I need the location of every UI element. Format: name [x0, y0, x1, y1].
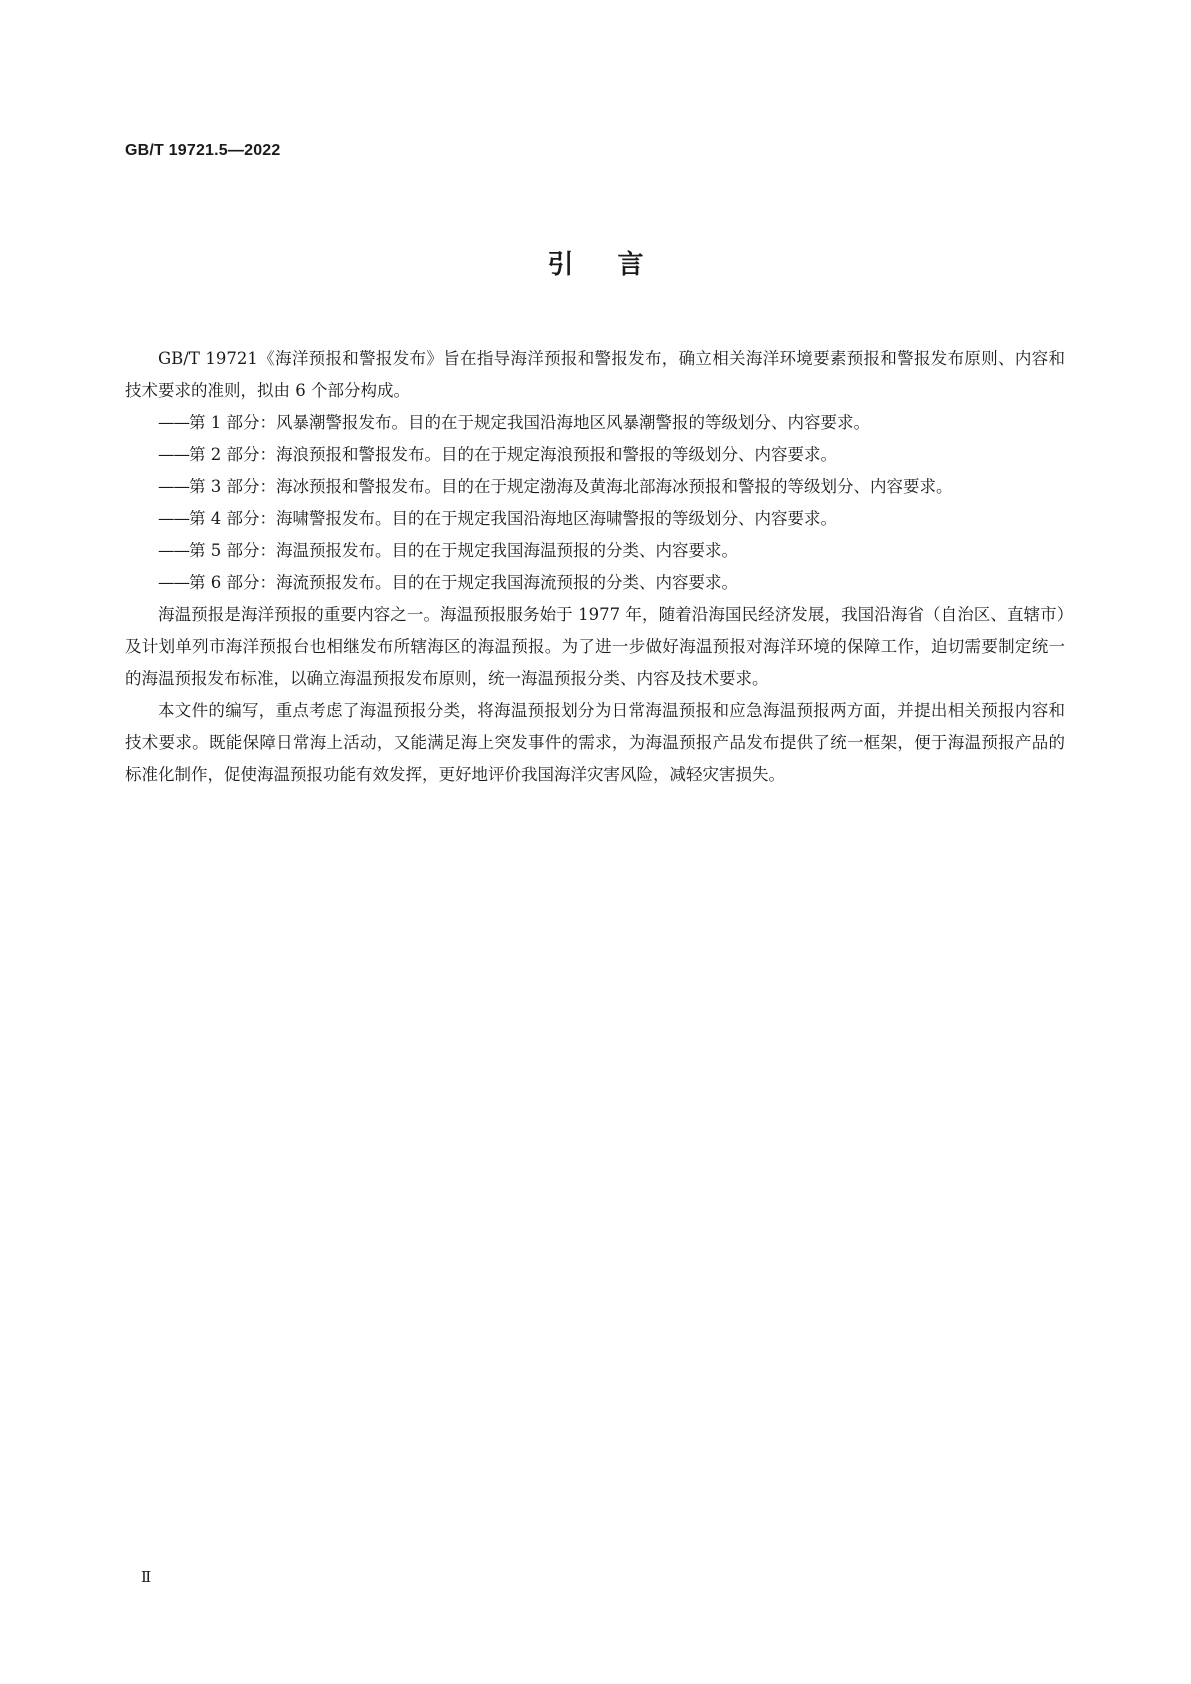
list-item-text: 第 1 部分：风暴潮警报发布。目的在于规定我国沿海地区风暴潮警报的等级划分、内容要求。	[189, 413, 870, 432]
list-dash: ——	[158, 413, 189, 432]
list-item	[125, 535, 1065, 567]
list-item	[125, 407, 1065, 439]
intro-paragraph: GB/T 19721《海洋预报和警报发布》旨在指导海洋预报和警报发布，确立相关海洋环境要素预报和警报发布原则、内容和技术要求的准则，拟由 6 个部分构成。	[125, 349, 1065, 400]
list-item	[125, 471, 1065, 503]
page-number: Ⅱ	[141, 1568, 152, 1586]
list-item	[125, 503, 1065, 535]
list-dash: ——	[158, 541, 189, 560]
list-item-text: 第 6 部分：海流预报发布。目的在于规定我国海流预报的分类、内容要求。	[189, 573, 738, 592]
list-dash: ——	[158, 509, 189, 528]
paragraph-sea-temperature: 海温预报是海洋预报的重要内容之一。海温预报服务始于 1977 年，随着沿海国民经济发展，我国沿海省（自治区、直辖市）及计划单列市海洋预报台也相继发布所辖海区的海温预报。为了进一步做好海温预报对海洋环境的保障工作，迫切需要制定统一的海温预报发布标准，以确立海温预报发布原则，统一海温预报分类、内容及技术要求。	[125, 605, 1065, 688]
parts-list	[125, 407, 1065, 599]
standard-code: GB/T 19721.5—2022	[125, 142, 281, 159]
list-item-text: 第 3 部分：海冰预报和警报发布。目的在于规定渤海及黄海北部海冰预报和警报的等级划分、内容要求。	[189, 477, 953, 496]
list-item-text: 第 4 部分：海啸警报发布。目的在于规定我国沿海地区海啸警报的等级划分、内容要求。	[189, 509, 837, 528]
list-dash: ——	[158, 573, 189, 592]
paragraph-document-purpose: 本文件的编写，重点考虑了海温预报分类，将海温预报划分为日常海温预报和应急海温预报两方面，并提出相关预报内容和技术要求。既能保障日常海上活动，又能满足海上突发事件的需求，为海温预报产品发布提供了统一框架，便于海温预报产品的标准化制作，促使海温预报功能有效发挥，更好地评价我国海洋灾害风险，减轻灾害损失。	[125, 701, 1065, 784]
list-item	[125, 567, 1065, 599]
list-dash: ——	[158, 477, 189, 496]
page-title: 引言	[547, 250, 688, 280]
list-item	[125, 439, 1065, 471]
list-dash: ——	[158, 445, 189, 464]
document-body	[125, 343, 1065, 791]
list-item-text: 第 2 部分：海浪预报和警报发布。目的在于规定海浪预报和警报的等级划分、内容要求。	[189, 445, 837, 464]
list-item-text: 第 5 部分：海温预报发布。目的在于规定我国海温预报的分类、内容要求。	[189, 541, 738, 560]
